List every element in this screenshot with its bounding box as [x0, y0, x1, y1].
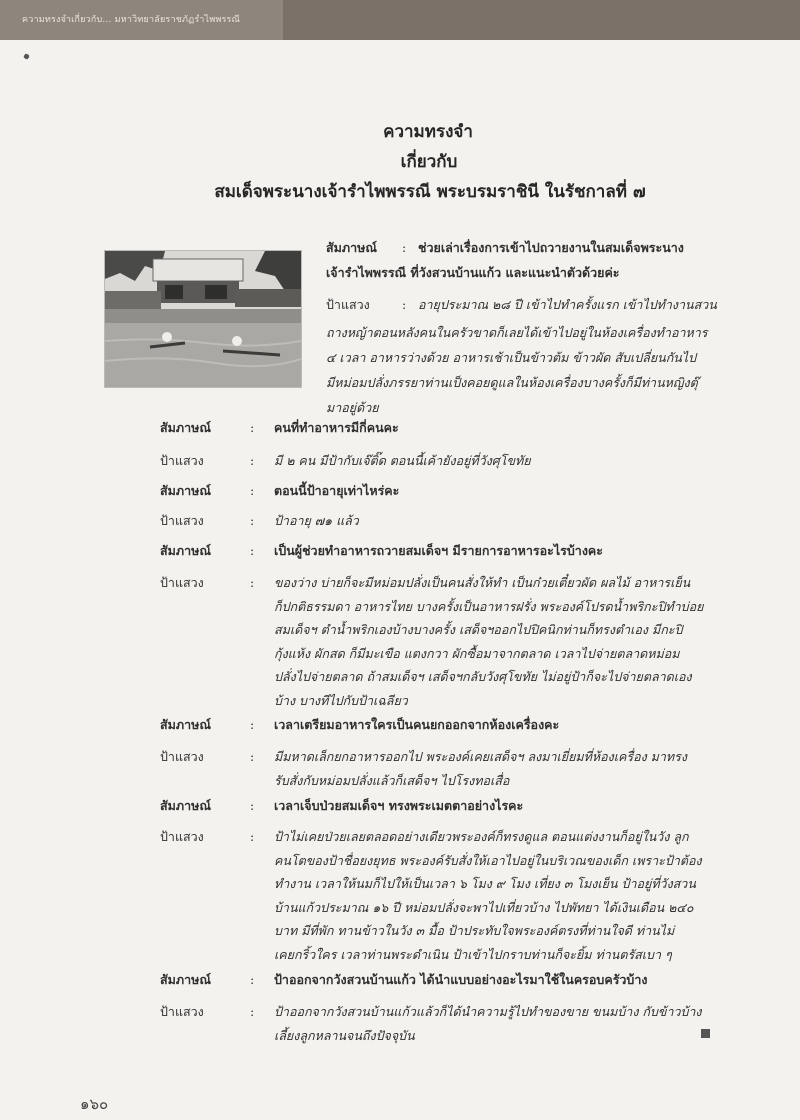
answer-text: [274, 1000, 734, 1047]
speaker-label: ป้าแสวง: [160, 513, 204, 528]
text-line: ของว่าง บ่ายก็จะมีหม่อมปลั่งเป็นคนสั่งให้ทำ เป็นก๋วยเตี๋ยวผัด ผลไม้ อาหารเย็น: [274, 575, 691, 590]
answer-text: [274, 511, 734, 530]
answer-text: [274, 970, 734, 989]
colon: :: [250, 798, 255, 813]
title-line-2: เกี่ยวกับ: [400, 152, 458, 172]
colon: :: [250, 829, 255, 844]
colon: :: [250, 749, 255, 764]
text-line: คนโตของป้าชื่อยงยุทธ พระองค์รับสั่งให้เอาไปอยู่ในบริเวณของเด็ก เพราะป้าต้อง: [274, 852, 702, 868]
text-line: ตอนนี้ป้าอายุเท่าไหร่คะ: [274, 483, 400, 498]
text-line: เวลาเตรียมอาหารใครเป็นคนยกออกจากห้องเครื่องคะ: [274, 717, 560, 732]
text-line: เคยกริ้วใคร เวลาท่านพระดำเนิน ป้าเข้าไปกราบท่านก็จะยิ้ม ท่านตรัสเบา ๆ: [274, 946, 672, 962]
text-line: ๔ เวลา อาหารว่างด้วย อาหารเช้าเป็นข้าวต้ม ข้าวผัด สับเปลี่ยนกันไป: [326, 350, 697, 365]
speaker-label: สัมภาษณ์: [326, 240, 377, 255]
running-title: ความทรงจำเกี่ยวกับ... มหาวิทยาลัยราชภัฏรำไพพรรณี: [22, 15, 241, 25]
page-number: ๑๖๐: [80, 1095, 109, 1113]
speaker-label: ป้าแสวง: [326, 297, 370, 312]
colon: :: [250, 972, 255, 987]
scan-speck: [23, 53, 30, 60]
text-line: เป็นผู้ช่วยทำอาหารถวายสมเด็จฯ มีรายการอาหารอะไรบ้างคะ: [274, 543, 603, 558]
title-line-3: สมเด็จพระนางเจ้ารำไพพรรณี พระบรมราชินี ในรัชกาลที่ ๗: [214, 182, 646, 202]
colon: :: [402, 240, 407, 255]
text-line: บ้านแก้วประมาณ ๑๖ ปี หม่อมปลั่งจะพาไปเที่ยวบ้าง ไปพัทยา ได้เงินเดือน ๒๔๐: [274, 899, 694, 915]
text-line: ปลั่งไปจ่ายตลาด ถ้าสมเด็จฯ เสด็จฯกลับวังศุโขทัย ไม่อยู่ป้าก็จะไปจ่ายตลาดเอง: [274, 669, 692, 684]
answer-text: [274, 571, 734, 712]
answer-text: [274, 418, 734, 437]
answer-text: [274, 715, 734, 734]
colon: :: [250, 543, 255, 558]
running-header-tab: [0, 0, 283, 40]
text-line: เจ้ารำไพพรรณี ที่วังสวนบ้านแก้ว และแนะนำตัวด้วยค่ะ: [326, 265, 620, 280]
colon: :: [250, 717, 255, 732]
text-line: ป้าไม่เคยป่วยเลยตลอดอย่างเดียวพระองค์ก็ทรงดูแล ตอนแต่งงานก็อยู่ในวัง ลูก: [274, 829, 689, 844]
text-line: มีมหาดเล็กยกอาหารออกไป พระองค์เคยเสด็จฯ ลงมาเยี่ยมที่ห้องเครื่อง มาทรง: [274, 749, 687, 764]
text-line: คนที่ทำอาหารมีกี่คนคะ: [274, 420, 399, 435]
answer-text: [418, 295, 800, 314]
title-line-1: ความทรงจำ: [383, 122, 473, 142]
speaker-label: สัมภาษณ์: [160, 717, 211, 732]
colon: :: [250, 453, 255, 468]
speaker-label: สัมภาษณ์: [160, 483, 211, 498]
speaker-label: ป้าแสวง: [160, 1004, 204, 1019]
text-line: ถางหญ้าตอนหลังคนในครัวขาดก็เลยได้เข้าไปอยู่ในห้องเครื่องทำอาหาร: [326, 325, 708, 340]
photo-illustration: [105, 251, 301, 387]
answer-text: [274, 451, 734, 470]
answer-text: [326, 263, 800, 282]
colon: :: [250, 483, 255, 498]
speaker-label: สัมภาษณ์: [160, 420, 211, 435]
text-line: มี ๒ คน มีป้ากับเจ๊ติ๊ด ตอนนี้เค้ายังอยู่ที่วังศุโขทัย: [274, 453, 531, 468]
text-line: ป้าอายุ ๗๑ แล้ว: [274, 513, 359, 528]
text-line: อายุประมาณ ๒๘ ปี เข้าไปทำครั้งแรก เข้าไปทำงานสวน: [418, 297, 717, 312]
text-line: บ้าง บางทีไปกับป้าเฉลียว: [274, 692, 408, 708]
answer-text: [274, 541, 734, 560]
answer-text: [274, 796, 734, 815]
article-title: [0, 117, 800, 207]
text-line: ป้าออกจากวังสวนบ้านแก้ว ได้นำแบบอย่างอะไรมาใช้ในครอบครัวบ้าง: [274, 972, 648, 987]
text-line: รับสั่งกับหม่อมปลั่งแล้วก็เสด็จฯ ไปโรงทอเสื่อ: [274, 772, 510, 788]
text-line: บาท มีที่พัก ทานข้าวในวัง ๓ มื้อ ป้าประทับใจพระองค์ตรงที่ท่านใจดี ท่านไม่: [274, 923, 675, 938]
text-line: เลี้ยงลูกหลานจนถึงปัจจุบัน: [274, 1027, 415, 1043]
archival-photo: [104, 250, 302, 388]
speaker-label: ป้าแสวง: [160, 829, 204, 844]
answer-text: [418, 238, 800, 257]
colon: :: [250, 575, 255, 590]
speaker-label: ป้าแสวง: [160, 749, 204, 764]
speaker-label: ป้าแสวง: [160, 575, 204, 590]
answer-text: [274, 825, 734, 966]
colon: :: [250, 513, 255, 528]
answer-text: [274, 745, 734, 792]
text-line: มาอยู่ด้วย: [326, 400, 379, 415]
colon: :: [250, 420, 255, 435]
speaker-label: สัมภาษณ์: [160, 972, 211, 987]
text-line: กุ้งแห้ง ผักสด ก็มีมะเขือ แตงกวา ผักซื้อมาจากตลาด เวลาไปจ่ายตลาดหม่อม: [274, 645, 680, 661]
speaker-label: สัมภาษณ์: [160, 798, 211, 813]
text-line: เวลาเจ็บป่วยสมเด็จฯ ทรงพระเมตตาอย่างไรคะ: [274, 798, 524, 813]
text-line: ทำงาน เวลาให้นมก็ไปให้เป็นเวลา ๖ โมง ๙ โมง เที่ยง ๓ โมงเย็น ป้าอยู่ที่วังสวน: [274, 876, 696, 891]
text-line: ช่วยเล่าเรื่องการเข้าไปถวายงานในสมเด็จพระนาง: [418, 240, 684, 255]
text-line: สมเด็จฯ ตำน้ำพริกเองบ้างบางครั้ง เสด็จฯออกไปปิคนิกท่านก็ทรงตำเอง มีกะปิ: [274, 622, 683, 637]
answer-text: [326, 320, 776, 420]
colon: :: [250, 1004, 255, 1019]
text-line: ก็ปกติธรรมดา อาหารไทย บางครั้งเป็นอาหารฝรั่ง พระองค์โปรดน้ำพริกะปิทำบ่อย: [274, 598, 704, 614]
text-line: มีหม่อมปลั่งภรรยาท่านเป็งคอยดูแลในห้องเครื่องบางครั้งก็มีท่านหญิงตุ๊: [326, 375, 698, 390]
end-of-article-mark: [701, 1029, 710, 1038]
answer-text: [274, 481, 734, 500]
colon: :: [402, 297, 407, 312]
speaker-label: สัมภาษณ์: [160, 543, 211, 558]
speaker-label: ป้าแสวง: [160, 453, 204, 468]
text-line: ป้าออกจากวังสวนบ้านแก้วแล้วก็ได้นำความรู้ไปทำของขาย ขนมบ้าง กับข้าวบ้าง: [274, 1004, 702, 1019]
